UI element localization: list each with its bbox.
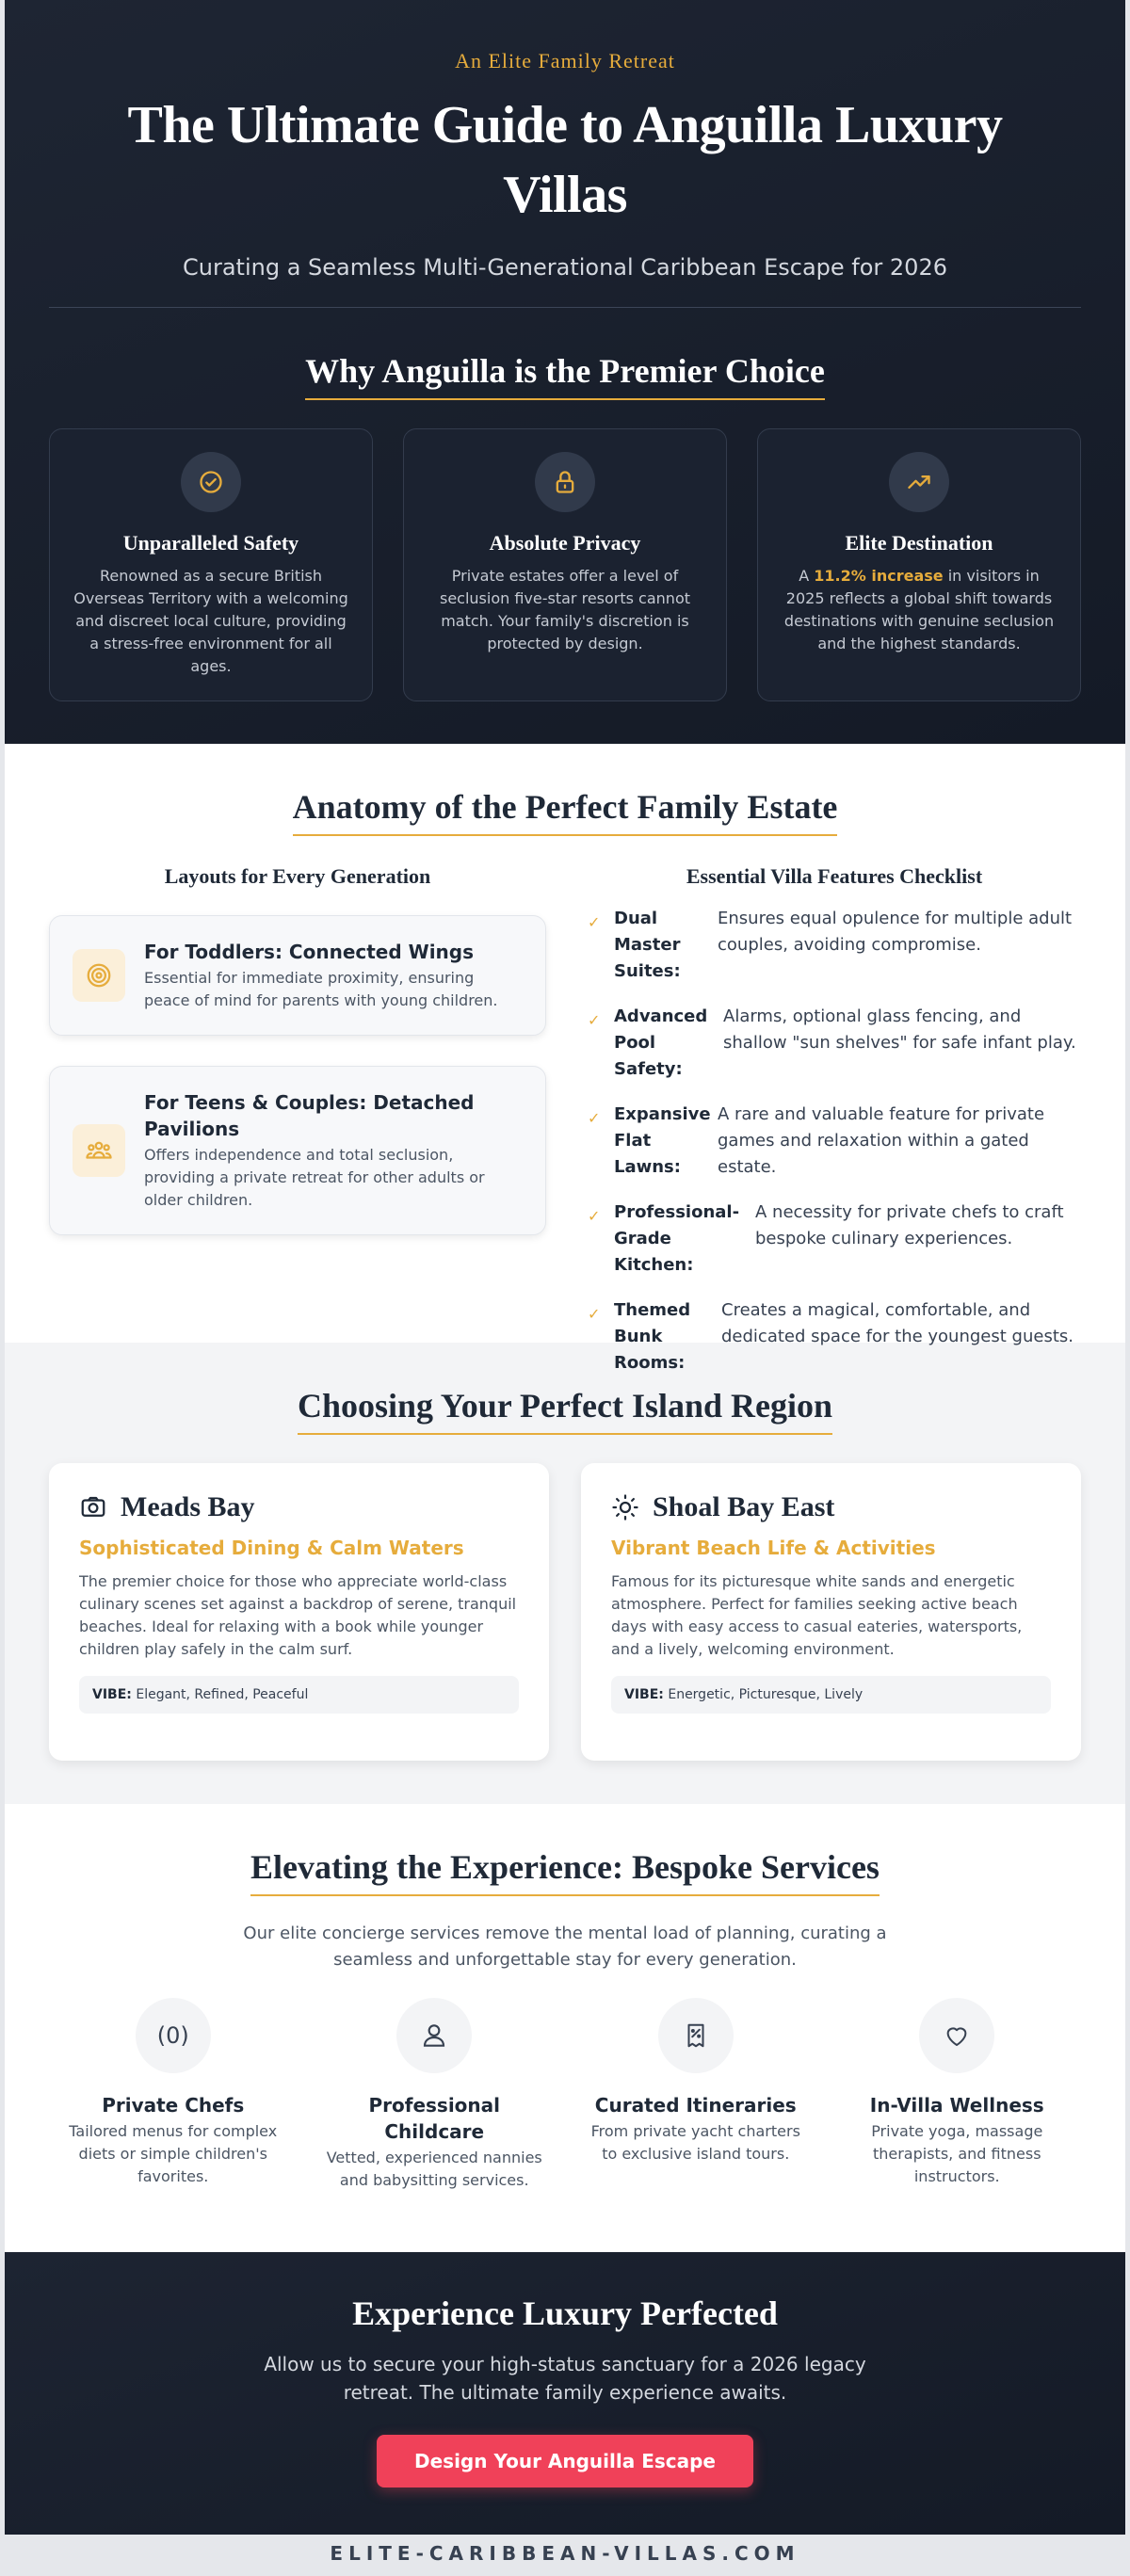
layout-card-toddlers [49,915,546,1036]
region-header [611,1491,1051,1523]
anatomy-heading: Anatomy of the Perfect Family Estate [293,787,838,836]
infographic [5,0,1125,2535]
region-name: Meads Bay [121,1491,255,1522]
why-card-text: Renowned as a secure British Overseas Territory with a welcoming and discreet local culture, providing a stress-free environment for all ages. [73,567,348,675]
vibe-value: Elegant, Refined, Peaceful [136,1687,309,1702]
why-cards [5,428,1125,701]
services-list [5,1998,1125,2192]
layouts-column [49,864,546,1395]
vibe-box [611,1676,1051,1714]
layout-card-body [144,939,523,1012]
hero-section [5,0,1125,744]
feature-name: Advanced Pool Safety: [614,1006,708,1079]
why-text-suffix: in visitors in 2025 reflects a global shift towards destinations with genuine seclusion and the highest standards. [783,567,1055,652]
list-item [588,906,1081,985]
service-title: In-Villa Wellness [869,2094,1044,2117]
region-cards [5,1463,1125,1761]
cta-title: Experience Luxury Perfected [352,2294,778,2332]
vibe-label: VIBE: [92,1687,132,1702]
check-circle-icon [181,452,241,512]
why-card-destination [757,428,1081,701]
feature-desc: Creates a magical, comfortable, and dedicated space for the youngest guests. [721,1300,1074,1346]
anatomy-section [5,744,1125,1373]
regions-heading: Choosing Your Perfect Island Region [298,1386,832,1435]
vibe-box [79,1676,519,1714]
cta-section [5,2252,1125,2535]
layout-card-body [144,1089,523,1212]
service-childcare [304,1998,566,2192]
feature-name: Themed Bunk Rooms: [614,1300,691,1373]
region-card-meads-bay [49,1463,549,1761]
feature-desc: A necessity for private chefs to craft bespoke culinary experiences. [755,1202,1064,1248]
checkmark-icon: ✓ [588,1305,601,1323]
page-title: The Ultimate Guide to Anguilla Luxury Villas [127,96,1003,224]
list-item [588,1297,1081,1377]
layout-card-teens [49,1066,546,1235]
why-text-prefix: A [799,567,815,585]
regions-section [5,1343,1125,1804]
service-title: Professional Childcare [368,2094,501,2143]
services-heading: Elevating the Experience: Bespoke Services [250,1847,880,1896]
trending-up-icon [889,452,949,512]
feature-name: Professional-Grade Kitchen: [614,1202,740,1275]
region-tagline: Vibrant Beach Life & Activities [611,1537,936,1559]
hero-subtitle: Curating a Seamless Multi-Generational Caribbean Escape for 2026 [183,254,947,281]
why-card-text [781,565,1057,655]
region-text: Famous for its picturesque white sands and energetic atmosphere. Perfect for families seeking active beach days with easy access to casual eateries, watersports, and a lively, welcoming environment. [611,1572,1023,1658]
why-card-title: Unparalleled Safety [122,531,299,555]
list-item [588,1199,1081,1279]
receipt-icon [658,1998,734,2073]
why-card-safety [49,428,373,701]
feature-desc: Ensures equal opulence for multiple adult couples, avoiding compromise. [718,909,1073,955]
list-item [588,1004,1081,1083]
checkmark-icon: ✓ [588,1207,601,1225]
feature-desc: Alarms, optional glass fencing, and shallow "sun shelves" for safe infant play. [723,1006,1076,1053]
camera-icon [79,1493,107,1521]
service-title: Curated Itineraries [594,2094,797,2117]
chef-icon [136,1998,211,2073]
layout-card-title: For Teens & Couples: Detached Pavilions [144,1091,475,1140]
heart-icon [919,1998,994,2073]
region-header [79,1491,519,1523]
why-card-title: Absolute Privacy [489,531,641,555]
features-column [588,864,1081,1395]
region-text: The premier choice for those who appreciate world-class culinary scenes set against a backdrop of serene, tranquil beaches. Ideal for relaxing with a book while younger children play safely in the calm surf. [79,1572,517,1658]
service-itineraries [565,1998,827,2192]
service-wellness [827,1998,1089,2192]
region-card-shoal-bay-east [581,1463,1081,1761]
service-text: Private yoga, massage therapists, and fitness instructors. [871,2122,1043,2185]
service-text: Tailored menus for complex diets or simple children's favorites. [69,2122,278,2185]
feature-name: Dual Master Suites: [614,909,681,981]
checkmark-icon: ✓ [588,913,601,931]
service-text: From private yacht charters to exclusive island tours. [590,2122,800,2163]
visitor-increase-highlight: 11.2% increase [814,567,944,585]
cta-text: Allow us to secure your high-status sanctuary for a 2026 legacy retreat. The ultimate family experience awaits. [264,2353,866,2404]
features-checklist [588,906,1081,1377]
user-icon [396,1998,472,2073]
divider [49,307,1081,308]
region-tagline: Sophisticated Dining & Calm Waters [79,1537,464,1559]
service-private-chefs [42,1998,304,2192]
lock-icon [535,452,595,512]
why-heading: Why Anguilla is the Premier Choice [305,351,825,400]
hero-kicker: An Elite Family Retreat [455,49,675,72]
region-name: Shoal Bay East [653,1491,835,1522]
layout-card-text: Essential for immediate proximity, ensuring peace of mind for parents with young children. [144,969,498,1009]
checkmark-icon: ✓ [588,1011,601,1029]
service-text: Vetted, experienced nannies and babysitting services. [326,2149,542,2189]
services-section [5,1804,1125,2252]
people-icon [73,1124,125,1177]
checkmark-icon: ✓ [588,1109,601,1127]
design-escape-button[interactable]: Design Your Anguilla Escape [377,2435,753,2487]
anatomy-columns [5,864,1125,1395]
vibe-label: VIBE: [624,1687,664,1702]
why-card-privacy [403,428,727,701]
list-item [588,1102,1081,1181]
why-card-title: Elite Destination [845,531,993,555]
vibe-value: Energetic, Picturesque, Lively [668,1687,864,1702]
target-icon [73,949,125,1002]
layout-card-title: For Toddlers: Connected Wings [144,941,475,963]
layouts-heading: Layouts for Every Generation [164,864,431,888]
features-heading: Essential Villa Features Checklist [686,864,983,888]
why-card-text: Private estates offer a level of seclusion five-star resorts cannot match. Your family's discretion is protected by design. [439,567,690,652]
sun-icon [611,1493,639,1521]
service-title: Private Chefs [102,2094,245,2117]
feature-desc: A rare and valuable feature for private games and relaxation within a gated estate. [718,1104,1045,1177]
services-intro: Our elite concierge services remove the mental load of planning, curating a seamless and unforgettable stay for every generation. [243,1924,887,1970]
chef-icon-glyph: (0) [156,2022,189,2049]
footer-domain: ELITE-CARIBBEAN-VILLAS.COM [330,2542,800,2565]
layout-card-text: Offers independence and total seclusion, providing a private retreat for other adults or older children. [144,1146,485,1209]
feature-name: Expansive Flat Lawns: [614,1104,711,1177]
